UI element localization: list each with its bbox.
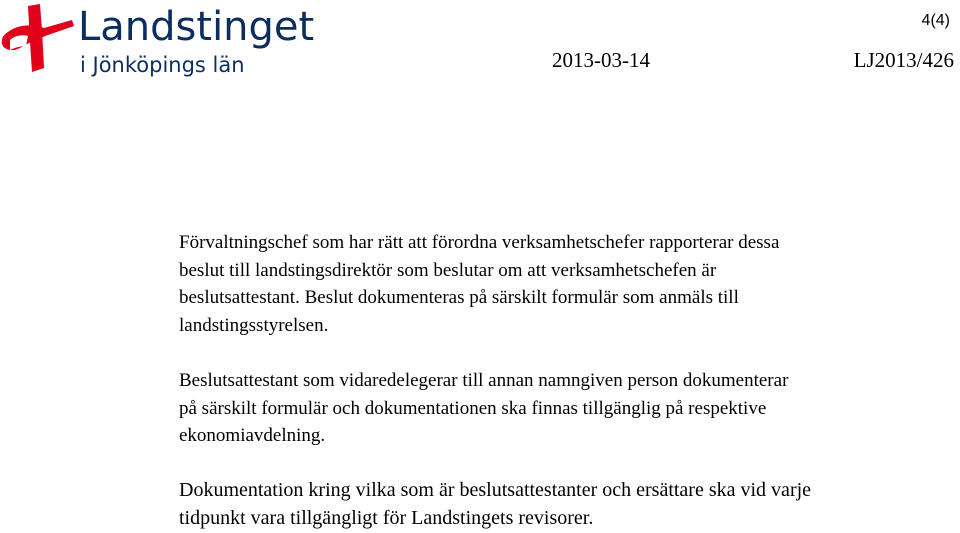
text-line: beslut till landstingsdirektör som beslutar om att verksamhetschefen är <box>179 259 717 281</box>
text-line: Förvaltningschef som har rätt att förordna verksamhetschefer rapporterar dessa <box>179 232 780 253</box>
text-line: tidpunkt vara tillgängligt för Landstingets revisorer. <box>179 506 594 529</box>
text-line: Beslutsattestant som vidaredelegerar till annan namngiven person dokumenterar <box>179 370 789 391</box>
document-date: 2013-03-14 <box>552 48 650 72</box>
paragraph <box>179 229 957 339</box>
paragraph <box>179 477 957 532</box>
organization-logo <box>0 0 330 84</box>
logo-title: Landstinget <box>78 4 315 50</box>
text-line: landstingsstyrelsen. <box>179 314 329 336</box>
document-reference: LJ2013/426 <box>853 48 954 72</box>
text-line: Dokumentation kring vilka som är beslutsattestanter och ersättare ska vid varje <box>179 479 812 501</box>
text-line: på särskilt formulär och dokumentationen ska finnas tillgänglig på respektive <box>179 397 767 419</box>
document-body <box>179 229 957 529</box>
text-line: beslutsattestant. Beslut dokumenteras på särskilt formulär som anmäls till <box>179 287 739 308</box>
paragraph <box>179 367 957 450</box>
text-line: ekonomiavdelning. <box>179 425 326 446</box>
red-cross-logo-icon <box>0 2 76 74</box>
page-number: 4(4) <box>921 12 950 29</box>
logo-subtitle: i Jönköpings län <box>80 53 245 77</box>
